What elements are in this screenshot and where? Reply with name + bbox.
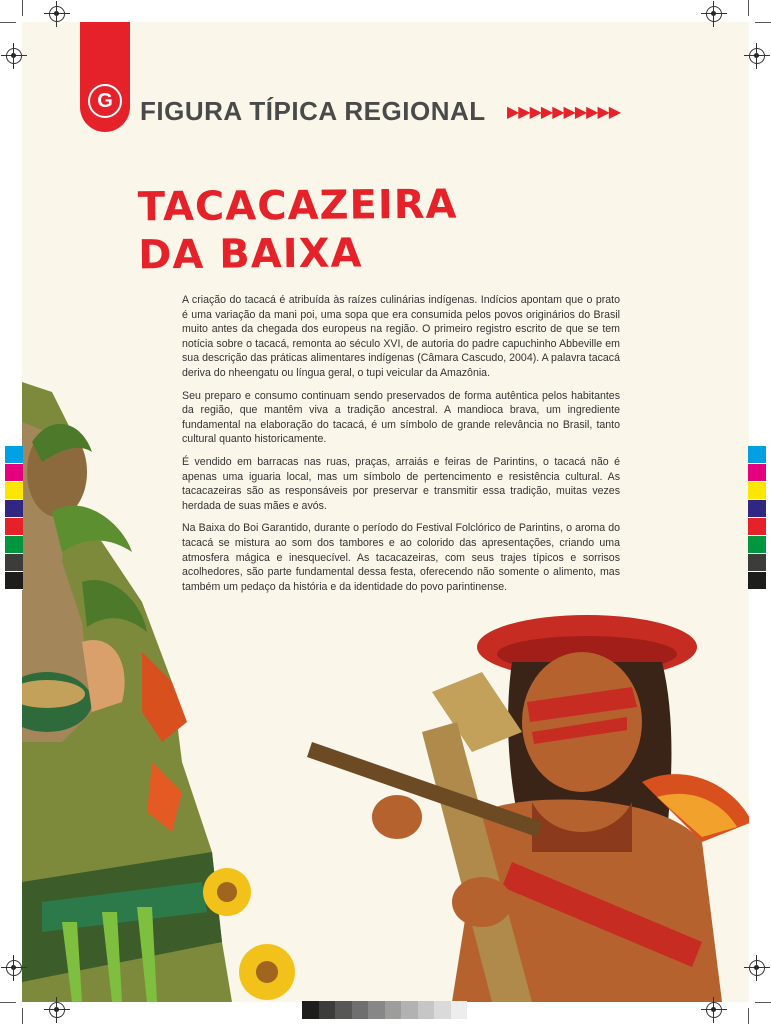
crop-mark bbox=[22, 0, 23, 16]
paragraph: É vendido em barracas nas ruas, praças, arraiás e feiras de Parintins, o tacacá não é apenas uma iguaria local, mas um símbolo de pertencimento e resistência cultural. As tacacazeiras são as responsáveis por preservar e transmitir essa tradição, muitas vezes herdada de suas mães e avós. bbox=[182, 455, 620, 512]
color-swatch bbox=[748, 554, 766, 572]
color-swatch bbox=[5, 482, 23, 500]
crop-mark bbox=[22, 1008, 23, 1024]
color-swatch bbox=[5, 554, 23, 572]
tacacazeira-illustration bbox=[22, 382, 322, 1002]
article-title bbox=[138, 181, 459, 280]
color-swatch bbox=[5, 572, 23, 590]
paragraph: Na Baixa do Boi Garantido, durante o período do Festival Folclórico de Parintins, o aroma do tacacá se mistura ao som dos tambores e ao colorido das apresentações, criando uma atmosfera mágica e inesquecível. As tacacazeiras, com seus trajes típicos e sorrisos acolhedores, são parte fundamental dessa festa, oferecendo não somente o alimento, mas também um pedaço da história e da identidade do povo parintinense. bbox=[182, 522, 620, 593]
crop-mark bbox=[0, 22, 16, 23]
registration-mark-icon bbox=[749, 48, 765, 64]
grayscale-calibration-bar bbox=[302, 1001, 467, 1019]
indigenous-figure-illustration bbox=[282, 612, 749, 1002]
gray-swatch bbox=[418, 1001, 435, 1019]
color-swatch bbox=[748, 500, 766, 518]
color-swatch bbox=[5, 518, 23, 536]
article-title-line1: TACACAZEIRA bbox=[137, 181, 458, 231]
registration-mark-icon bbox=[706, 1002, 722, 1018]
paragraph: A criação do tacacá é atribuída às raízes culinárias indígenas. Indícios apontam que o prato é uma variação da mani poi, uma sopa que era consumida pelos povos originários do Brasil muito antes da chegada dos europeus na região. O primeiro registro escrito de que se tem notícia sobre o tacacá, remonta ao século XVI, de autoria do padre capuchinho Abbeville em sua descrição das práticas alimentares indígenas (Câmara Cascudo, 2004). A palavra tacacá deriva do nheengatu ou língua geral, o tupi veicular da Amazônia. bbox=[182, 294, 620, 379]
crop-mark bbox=[0, 1002, 16, 1003]
color-swatch bbox=[5, 464, 23, 482]
paragraph: Seu preparo e consumo continuam sendo preservados de forma autêntica pelos habitantes da região, que mantêm viva a tradição ancestral. A mandioca brava, um ingrediente fundamental na elaboração do tacacá, é um símbolo de grande relevância no Brasil, tanto cultural quanto historicamente. bbox=[182, 389, 620, 446]
color-swatch bbox=[748, 446, 766, 464]
color-swatch bbox=[5, 500, 23, 518]
article-title-line2: DA BAIXA bbox=[138, 230, 363, 279]
color-swatch bbox=[5, 536, 23, 554]
color-swatch bbox=[748, 572, 766, 590]
section-title: FIGURA TÍPICA REGIONAL bbox=[140, 96, 486, 126]
color-swatch bbox=[5, 446, 23, 464]
color-swatch bbox=[748, 536, 766, 554]
gray-swatch bbox=[319, 1001, 336, 1019]
crop-mark bbox=[748, 1008, 749, 1024]
color-swatch bbox=[748, 482, 766, 500]
gray-swatch bbox=[368, 1001, 385, 1019]
color-calibration-bar-left bbox=[5, 446, 23, 590]
garantido-logo: G bbox=[88, 84, 122, 118]
crop-mark bbox=[748, 0, 749, 16]
registration-mark-icon bbox=[49, 6, 65, 22]
registration-mark-icon bbox=[6, 960, 22, 976]
gray-swatch bbox=[401, 1001, 418, 1019]
gray-swatch bbox=[335, 1001, 352, 1019]
registration-mark-icon bbox=[49, 1002, 65, 1018]
gray-swatch bbox=[302, 1001, 319, 1019]
page-background bbox=[22, 22, 749, 1002]
gray-swatch bbox=[451, 1001, 468, 1019]
gray-swatch bbox=[434, 1001, 451, 1019]
registration-mark-icon bbox=[706, 6, 722, 22]
color-swatch bbox=[748, 464, 766, 482]
color-swatch bbox=[748, 518, 766, 536]
gray-swatch bbox=[352, 1001, 369, 1019]
registration-mark-icon bbox=[6, 48, 22, 64]
crop-mark bbox=[755, 1002, 771, 1003]
brand-ribbon bbox=[80, 22, 130, 132]
arrows-decoration: ▶▶▶▶▶▶▶▶▶▶ bbox=[507, 104, 621, 121]
crop-mark bbox=[755, 22, 771, 23]
registration-mark-icon bbox=[749, 960, 765, 976]
gray-swatch bbox=[385, 1001, 402, 1019]
color-calibration-bar-right bbox=[748, 446, 766, 590]
